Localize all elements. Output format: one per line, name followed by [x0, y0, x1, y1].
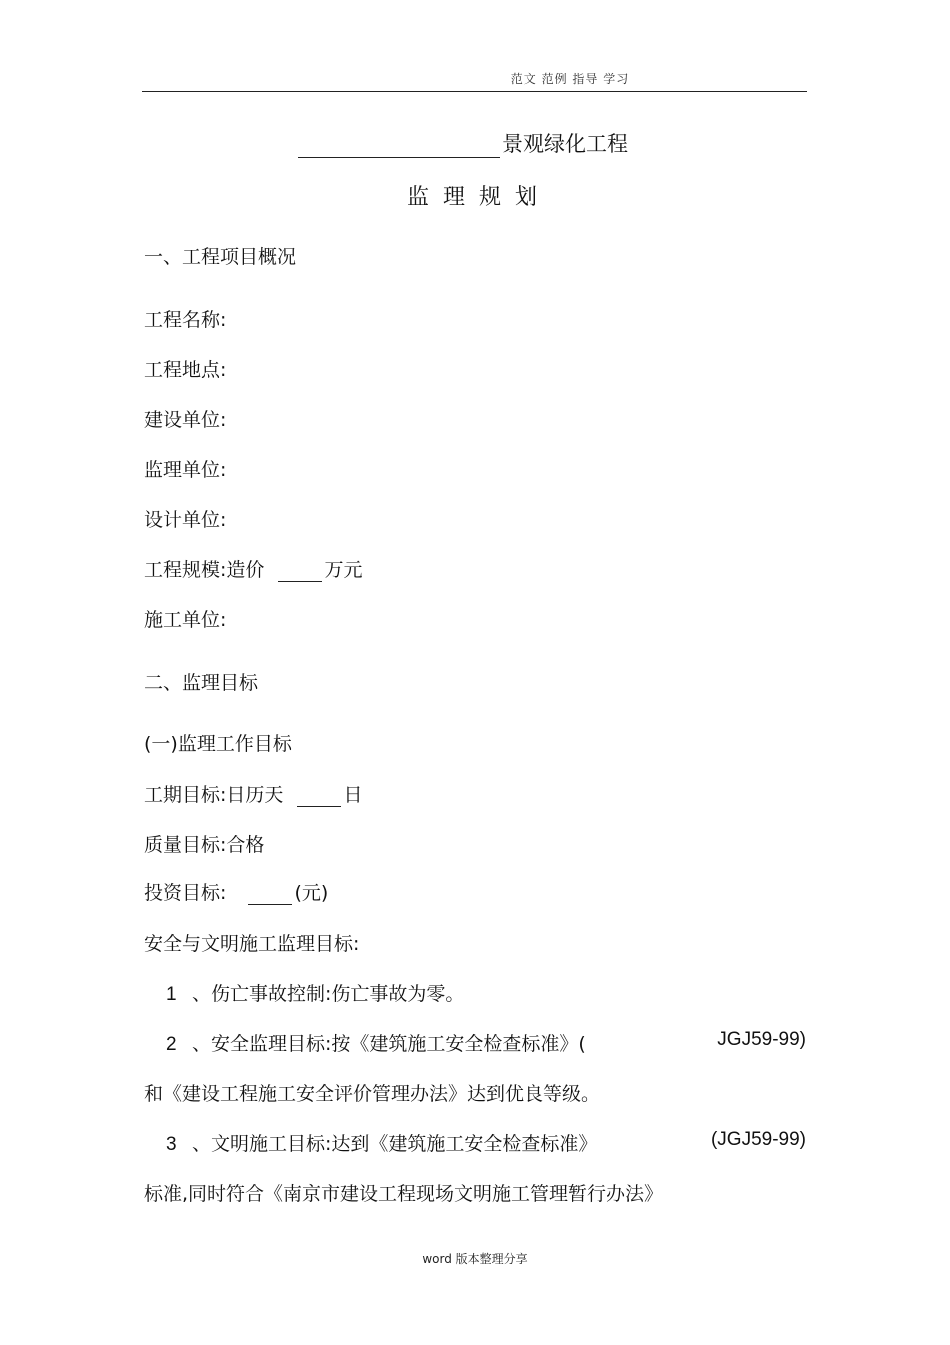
header-divider — [142, 91, 807, 92]
project-name-blank — [298, 135, 500, 158]
title-suffix: 景观绿化工程 — [502, 132, 628, 156]
page-footer: word 版本整理分享 — [422, 1252, 528, 1266]
safety-item-2-continuation: 和《建设工程施工安全评价管理办法》达到优良等级。 — [144, 1083, 601, 1105]
project-scale-unit: 万元 — [324, 559, 363, 581]
section-1-heading: 一、工程项目概况 — [144, 246, 297, 268]
design-unit-label: 设计单位: — [144, 509, 227, 531]
project-scale-label: 工程规模:造价 — [144, 559, 265, 581]
item-number: 1 — [166, 984, 177, 1005]
item-number: 3 — [166, 1134, 177, 1155]
schedule-blank — [297, 786, 341, 807]
item-text: 、文明施工目标:达到《建筑施工安全检查标准》 — [192, 1133, 598, 1155]
safety-item-3-continuation: 标准,同时符合《南京市建设工程现场文明施工管理暂行办法》 — [144, 1183, 664, 1205]
schedule-target-label: 工期目标:日历天 — [144, 784, 284, 806]
supervision-unit-label: 监理单位: — [144, 459, 227, 481]
section-2-heading: 二、监理目标 — [144, 672, 259, 694]
investment-target-unit: (元) — [294, 882, 329, 904]
page-header: 范文 范例 指导 学习 — [510, 72, 630, 86]
safety-target-heading: 安全与文明施工监理目标: — [144, 933, 360, 955]
document-subtitle: 监理规划 — [406, 185, 551, 210]
project-scale-line — [144, 555, 362, 582]
project-location-label: 工程地点: — [144, 359, 227, 381]
cost-blank — [278, 561, 322, 582]
construction-unit-label: 施工单位: — [144, 609, 227, 631]
client-unit-label: 建设单位: — [144, 409, 227, 431]
document-title — [298, 128, 628, 158]
item-text: 、安全监理目标:按《建筑施工安全检查标准》( — [192, 1033, 586, 1055]
safety-item-1 — [166, 979, 464, 1006]
safety-item-3 — [166, 1129, 806, 1156]
schedule-target-unit: 日 — [343, 784, 363, 806]
safety-item-2 — [166, 1029, 806, 1056]
item-number: 2 — [166, 1034, 177, 1055]
investment-target-label: 投资目标: — [144, 882, 227, 904]
standard-code: JGJ59-99) — [717, 1029, 806, 1050]
investment-target-line — [144, 878, 328, 905]
investment-blank — [248, 884, 292, 905]
schedule-target-line — [144, 780, 362, 807]
item-text: 、伤亡事故控制:伤亡事故为零。 — [192, 983, 465, 1005]
subsection-heading: (一)监理工作目标 — [144, 733, 292, 755]
standard-code: (JGJ59-99) — [710, 1129, 806, 1150]
quality-target: 质量目标:合格 — [144, 834, 265, 856]
project-name-label: 工程名称: — [144, 309, 227, 331]
